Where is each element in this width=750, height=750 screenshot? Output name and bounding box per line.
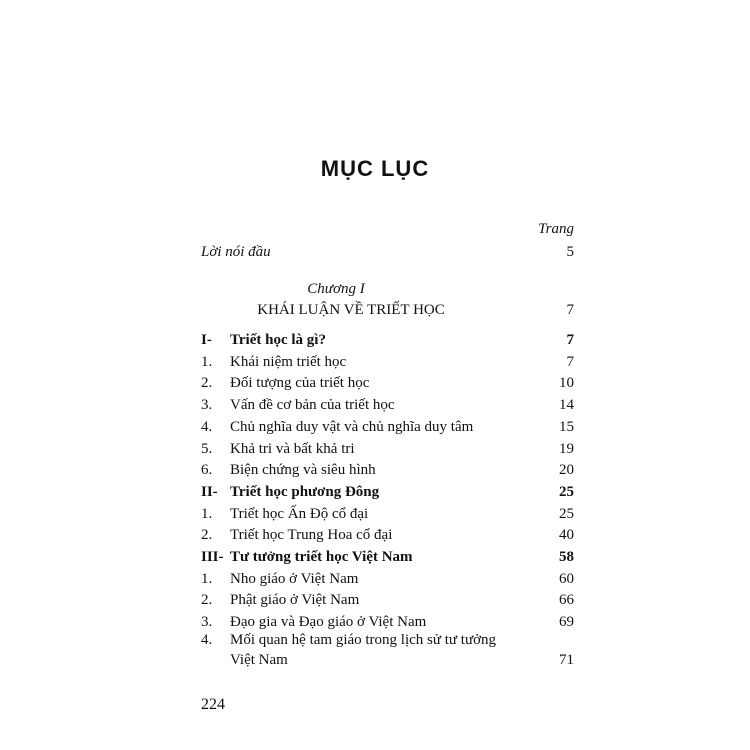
toc-entry-page: 15 xyxy=(559,418,574,435)
intro-entry-text: Lời nói đầu xyxy=(201,244,271,260)
toc-entry-number: 5. xyxy=(201,440,213,457)
toc-entry-page: 10 xyxy=(559,375,574,392)
toc-entry-wrapped[interactable] xyxy=(201,629,574,673)
chapter-label: Chương I xyxy=(307,281,365,297)
toc-entry[interactable] xyxy=(201,524,574,546)
toc-entry-page: 7 xyxy=(566,332,574,348)
toc-entry-page: 66 xyxy=(559,592,574,609)
toc-entry-number: 2. xyxy=(201,527,213,544)
chapter-title-text: KHÁI LUẬN VỀ TRIẾT HỌC xyxy=(257,302,445,318)
toc-entry-text: Nho giáo ở Việt Nam xyxy=(230,570,359,587)
toc-entry[interactable] xyxy=(201,416,574,438)
toc-entry-text: Khả tri và bất khả tri xyxy=(230,440,355,457)
toc-entry-text-line1: Mối quan hệ tam giáo trong lịch sử tư tưởng xyxy=(230,632,497,648)
toc-entry-number: 3. xyxy=(201,614,213,631)
toc-entry-page: 19 xyxy=(559,440,574,457)
chapter-title-page: 7 xyxy=(566,302,574,318)
toc-entry[interactable] xyxy=(201,438,574,460)
toc-entry-text: Triết học phương Đông xyxy=(230,483,380,500)
intro-entry-page: 5 xyxy=(566,244,574,260)
toc-entry-number: 6. xyxy=(201,462,213,479)
toc-entry-page: 25 xyxy=(559,505,574,522)
toc-entry-number: 2. xyxy=(201,592,213,609)
toc-entry-page: 40 xyxy=(559,527,574,544)
toc-entry-page: 7 xyxy=(566,353,574,370)
toc-entry-text: Đạo gia và Đạo giáo ở Việt Nam xyxy=(230,614,427,631)
chapter-title-entry[interactable] xyxy=(201,299,574,321)
page-title: MỤC LỤC xyxy=(320,156,430,181)
toc-entry-text: Chủ nghĩa duy vật và chủ nghĩa duy tâm xyxy=(230,418,474,435)
toc-section-heading[interactable] xyxy=(201,329,574,351)
toc-entry[interactable] xyxy=(201,459,574,481)
toc-entry[interactable] xyxy=(201,394,574,416)
toc-entry-number: 2. xyxy=(201,375,213,392)
footer-page-number: 224 xyxy=(201,696,225,713)
toc-entry[interactable] xyxy=(201,351,574,373)
toc-entry-text: Biện chứng và siêu hình xyxy=(230,462,376,479)
toc-section-heading[interactable] xyxy=(201,546,574,568)
toc-entry-text: Khái niệm triết học xyxy=(230,353,347,370)
toc-entry-text: Tư tưởng triết học Việt Nam xyxy=(230,549,413,565)
toc-entry-number: 1. xyxy=(201,505,213,522)
toc-entry-page: 69 xyxy=(559,614,574,631)
toc-entry-page: 25 xyxy=(559,483,574,500)
toc-entry[interactable] xyxy=(201,372,574,394)
toc-entry-number: II- xyxy=(201,483,218,500)
toc-entry-number: 3. xyxy=(201,397,213,414)
toc-entry[interactable] xyxy=(201,568,574,590)
toc-entry-page: 14 xyxy=(559,397,574,414)
toc-entry-number: 1. xyxy=(201,570,213,587)
intro-entry[interactable] xyxy=(201,241,574,263)
toc-entry-number: 1. xyxy=(201,353,213,370)
toc-entry-page: 58 xyxy=(559,549,574,565)
toc-entry[interactable] xyxy=(201,503,574,525)
toc-entry-text-line2: Việt Nam xyxy=(230,652,288,668)
toc-entry-text: Vấn đề cơ bản của triết học xyxy=(230,397,395,414)
toc-entry-page: 20 xyxy=(559,462,574,479)
toc-entry-text: Triết học Ấn Độ cổ đại xyxy=(230,505,369,522)
toc-entry-number: III- xyxy=(201,549,224,565)
toc-entry-number: 4. xyxy=(201,632,213,648)
toc-section-heading[interactable] xyxy=(201,481,574,503)
toc-entry-text: Triết học Trung Hoa cổ đại xyxy=(230,527,393,544)
toc-entry[interactable] xyxy=(201,589,574,611)
toc-entry-number: 4. xyxy=(201,418,213,435)
toc-entry-text: Phật giáo ở Việt Nam xyxy=(230,592,360,609)
toc-entry-number: I- xyxy=(201,332,212,348)
toc-entry-text: Đối tượng của triết học xyxy=(230,375,370,392)
page-column-label: Trang xyxy=(538,221,574,237)
toc-entry-page: 71 xyxy=(559,652,574,668)
toc-entry-page: 60 xyxy=(559,570,574,587)
toc-entry-text: Triết học là gì? xyxy=(230,332,326,348)
